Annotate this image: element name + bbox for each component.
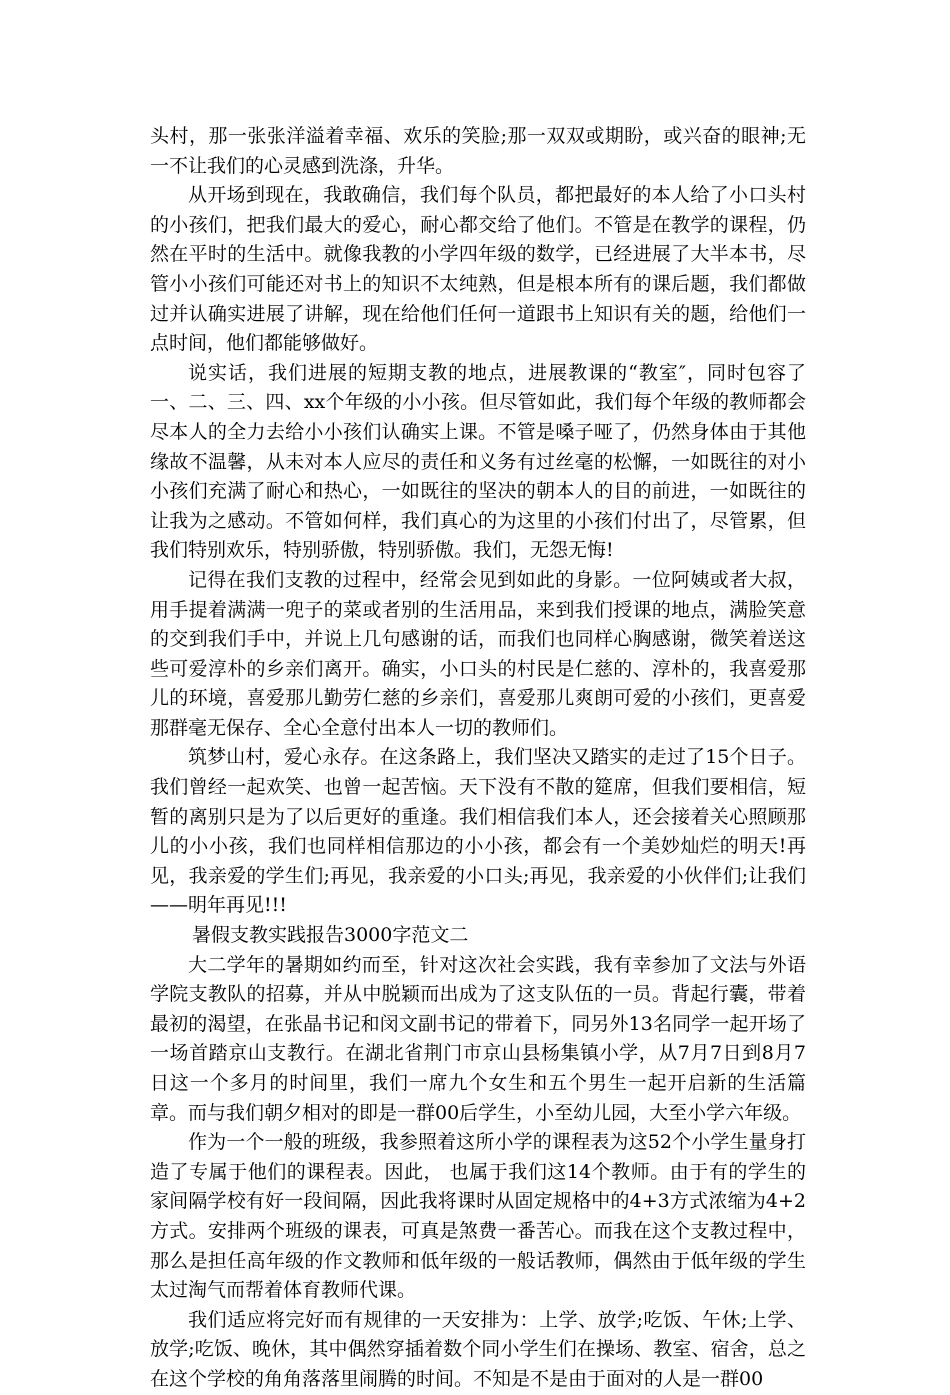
paragraph: 大二学年的暑期如约而至，针对这次社会实践，我有幸参加了文法与外语学院支教队的招募，并从中脱颖而出成为了这支队伍的一员。背起行囊，带着最初的渴望，在张晶书记和闵文副书记的带着下，同另外13名同学一起开场了一场首踏京山支教行。在湖北省荆门市京山县杨集镇小学，从7月7日到8月7日这一个多月的时间里，我们一席九个女生和五个男生一起开启新的生活篇章。而与我们朝夕相对的即是一群00后学生，小至幼儿园，大至小学六年级。 (150, 953, 806, 1124)
paragraph: 筑梦山村，爱心永存。在这条路上，我们坚决又踏实的走过了15个日子。我们曾经一起欢笑、也曾一起苦恼。天下没有不散的筵席，但我们要相信，短暂的离别只是为了以后更好的重逢。我们相信我们本人，还会接着关心照顾那儿的小小孩，我们也同样相信那边的小小孩，都会有一个美妙灿烂的明天!再见，我亲爱的学生们;再见，我亲爱的小口头;再见，我亲爱的小伙伴们;让我们——明年再见!!! (150, 746, 806, 917)
paragraph: 说实话，我们进展的短期支教的地点，进展教课的“教室″，同时包容了一、二、三、四、xx个年级的小小孩。但尽管如此，我们每个年级的教师都会尽本人的全力去给小小孩们认确实上课。不管是嗓子哑了，仍然身体由于其他缘故不温馨，从未对本人应尽的责任和义务有过丝毫的松懈，一如既往的对小小孩们充满了耐心和热心，一如既往的坚决的朝本人的目的前进，一如既往的让我为之感动。不管如何样，我们真心的为这里的小孩们付出了，尽管累，但我们特别欢乐，特别骄傲，特别骄傲。我们，无怨无悔! (150, 361, 806, 562)
paragraph: 记得在我们支教的过程中，经常会见到如此的身影。一位阿姨或者大叔，用手提着满满一兜子的菜或者别的生活用品，来到我们授课的地点，满脸笑意的交到我们手中，并说上几句感谢的话，而我们也同样心胸感谢，微笑着送这些可爱淳朴的乡亲们离开。确实，小口头的村民是仁慈的、淳朴的，我喜爱那儿的环境，喜爱那儿勤劳仁慈的乡亲们，喜爱那儿爽朗可爱的小孩们，更喜爱那群毫无保存、全心全意付出本人一切的教师们。 (150, 568, 806, 739)
paragraph: 我们适应将完好而有规律的一天安排为：上学、放学;吃饭、午休;上学、放学;吃饭、晚休，其中偶然穿插着数个同小学生们在操场、教室、宿舍，总之在这个学校的角角落落里闹腾的时间。不知是不是由于面对的人是一群00 (150, 1308, 806, 1390)
document-body (150, 122, 806, 1395)
paragraph: 从开场到现在，我敢确信，我们每个队员，都把最好的本人给了小口头村的小孩们，把我们最大的爱心，耐心都交给了他们。不管是在教学的课程，仍然在平时的生活中。就像我教的小学四年级的数学，已经进展了大半本书，尽管小小孩们可能还对书上的知识不太纯熟，但是根本所有的课后题，我们都做过并认确实进展了讲解，现在给他们任何一道跟书上知识有关的题，给他们一点时间，他们都能够做好。 (150, 184, 806, 355)
paragraph: 作为一个一般的班级，我参照着这所小学的课程表为这52个小学生量身打造了专属于他们的课程表。因此， 也属于我们这14个教师。由于有的学生的家间隔学校有好一段间隔，因此我将课时从固定规格中的4+3方式浓缩为4+2方式。安排两个班级的课表，可真是煞费一番苦心。而我在这个支教过程中，那么是担任高年级的作文教师和低年级的一般话教师，偶然由于低年级的学生太过淘气而帮着体育教师代课。 (150, 1131, 806, 1302)
section-title: 暑假支教实践报告3000字范文二 (192, 924, 469, 947)
paragraph-continuation: 头村，那一张张洋溢着幸福、欢乐的笑脸;那一双双或期盼，或兴奋的眼神;无一不让我们的心灵感到洗涤，升华。 (150, 125, 806, 177)
